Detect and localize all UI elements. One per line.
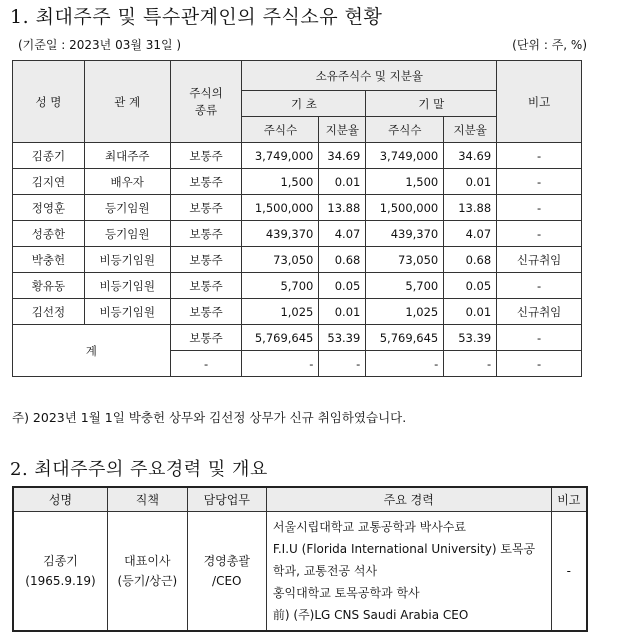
cell-end-ratio: 4.07 [444,221,497,247]
cell-relation: 배우자 [84,169,170,195]
cell-begin-shares: 1,500 [242,169,319,195]
career-name-cell [13,511,108,631]
total-begin-ratio: 53.39 [319,325,366,351]
cell-end-shares: 73,050 [366,247,444,273]
cell-end-shares: 439,370 [366,221,444,247]
cell-end-ratio: 0.01 [444,169,497,195]
shareholding-rows [13,143,582,377]
total-begin-shares: 5,769,645 [242,325,319,351]
cell-end-shares: 3,749,000 [366,143,444,169]
header-career: 주요 경력 [266,487,551,511]
career-line: 前) (주)LG CNS Saudi Arabia CEO [272,607,469,622]
header-end-shares: 주식수 [366,117,444,143]
cell-remark: - [497,221,582,247]
cell-name: 정영훈 [13,195,85,221]
cell-relation: 비등기임원 [84,273,170,299]
cell-begin-ratio: 0.05 [319,273,366,299]
total-begin-ratio-2: - [319,351,366,377]
cell-relation: 등기임원 [84,221,170,247]
table-row [13,143,582,169]
base-date: (기준일 : 2023년 03월 31일 ) [18,38,182,52]
table-row [13,221,582,247]
total-begin-shares-2: - [242,351,319,377]
cell-type: 보통주 [170,143,242,169]
cell-remark: - [497,143,582,169]
table-row [13,169,582,195]
cell-begin-ratio: 4.07 [319,221,366,247]
table-row [13,247,582,273]
career-name: 김종기 [43,553,78,568]
total-row-1 [13,325,582,351]
footnote: 주) 2023년 1월 1일 박충헌 상무와 김선정 상무가 신규 취임하였습니다. [12,410,407,425]
header-name2: 성명 [13,487,108,511]
cell-begin-shares: 73,050 [242,247,319,273]
career-line: F.I.U (Florida International University) 토목공 [272,541,536,556]
career-position: 대표이사 [124,553,171,568]
career-position-sub: (등기/상근) [117,573,178,588]
cell-name: 박충헌 [13,247,85,273]
total-label: 계 [13,325,171,377]
header-duty: 담당업무 [187,487,266,511]
cell-begin-shares: 3,749,000 [242,143,319,169]
total-end-shares: 5,769,645 [366,325,444,351]
total-type: 보통주 [170,325,242,351]
career-table [12,486,588,632]
total-end-ratio: 53.39 [444,325,497,351]
header-remark2: 비고 [551,487,587,511]
cell-remark: - [497,195,582,221]
cell-relation: 비등기임원 [84,247,170,273]
cell-end-shares: 1,025 [366,299,444,325]
cell-begin-shares: 1,500,000 [242,195,319,221]
cell-end-ratio: 0.05 [444,273,497,299]
header-stock-type-text: 주식의 종류 [189,85,223,117]
cell-relation: 등기임원 [84,195,170,221]
cell-type: 보통주 [170,221,242,247]
career-duty: 경영총괄 [203,553,250,568]
career-position-cell [108,511,188,631]
cell-name: 성종한 [13,221,85,247]
header-ownership: 소유주식수 및 지분율 [242,61,497,91]
cell-end-shares: 5,700 [366,273,444,299]
cell-name: 김종기 [13,143,85,169]
cell-end-ratio: 34.69 [444,143,497,169]
header-end-ratio: 지분율 [444,117,497,143]
table-row [13,195,582,221]
header-begin: 기 초 [242,91,366,117]
cell-remark: - [497,273,582,299]
cell-end-shares: 1,500 [366,169,444,195]
cell-begin-ratio: 13.88 [319,195,366,221]
header-end: 기 말 [366,91,497,117]
cell-type: 보통주 [170,299,242,325]
career-birth: (1965.9.19) [25,573,96,588]
cell-end-ratio: 0.01 [444,299,497,325]
cell-end-shares: 1,500,000 [366,195,444,221]
cell-type: 보통주 [170,273,242,299]
career-remark: - [551,511,587,631]
cell-remark: 신규취임 [497,247,582,273]
cell-begin-ratio: 0.01 [319,299,366,325]
career-line: 서울시립대학교 교통공학과 박사수료 [272,519,466,534]
cell-type: 보통주 [170,169,242,195]
header-relation: 관 계 [84,61,170,143]
cell-begin-shares: 5,700 [242,273,319,299]
cell-begin-shares: 439,370 [242,221,319,247]
cell-type: 보통주 [170,195,242,221]
table-row [13,273,582,299]
header-begin-ratio: 지분율 [319,117,366,143]
cell-begin-ratio: 34.69 [319,143,366,169]
cell-name: 황유동 [13,273,85,299]
total-type-2: - [170,351,242,377]
cell-end-ratio: 13.88 [444,195,497,221]
cell-remark: - [497,169,582,195]
cell-end-ratio: 0.68 [444,247,497,273]
cell-name: 김지연 [13,169,85,195]
career-duty-sub: /CEO [212,573,242,588]
career-duty-cell [187,511,266,631]
career-list [266,511,551,631]
total-end-ratio-2: - [444,351,497,377]
career-row [13,511,587,631]
section2-title: 2. 최대주주의 주요경력 및 개요 [10,459,268,480]
cell-remark: 신규취임 [497,299,582,325]
cell-begin-ratio: 0.68 [319,247,366,273]
header-stock-type [170,61,242,143]
cell-name: 김선정 [13,299,85,325]
cell-relation: 최대주주 [84,143,170,169]
cell-begin-shares: 1,025 [242,299,319,325]
cell-type: 보통주 [170,247,242,273]
total-remark-2: - [497,351,582,377]
header-position: 직책 [108,487,188,511]
total-remark: - [497,325,582,351]
section1-title: 1. 최대주주 및 특수관계인의 주식소유 현황 [10,6,383,28]
unit-label: (단위 : 주, %) [512,38,587,52]
header-begin-shares: 주식수 [242,117,319,143]
table-row [13,299,582,325]
header-name: 성 명 [13,61,85,143]
shareholding-table [12,60,582,377]
career-line: 학과, 교통전공 석사 [272,563,378,578]
total-end-shares-2: - [366,351,444,377]
career-line: 홍익대학교 토목공학과 학사 [272,585,420,600]
cell-begin-ratio: 0.01 [319,169,366,195]
header-remark: 비고 [497,61,582,143]
cell-relation: 비등기임원 [84,299,170,325]
